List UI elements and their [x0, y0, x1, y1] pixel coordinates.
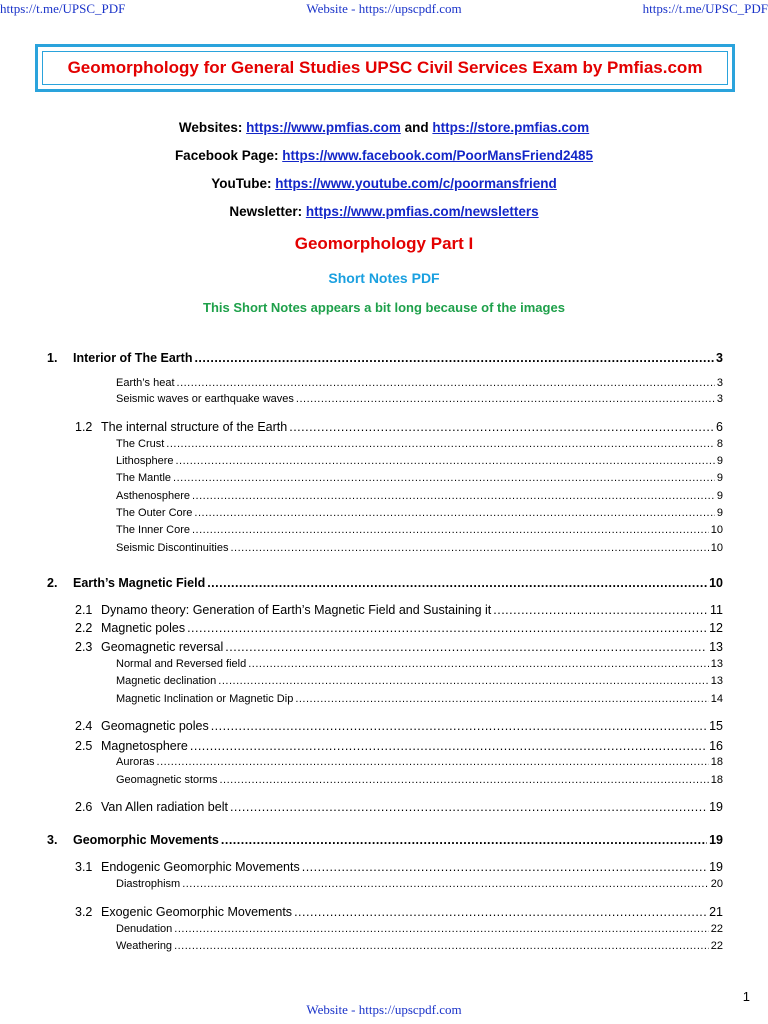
toc-entry-title: Geomagnetic storms	[116, 774, 218, 786]
toc-entry-title: Geomagnetic poles	[101, 719, 209, 733]
toc-entry-title: Dynamo theory: Generation of Earth’s Magnetic Field and Sustaining it	[101, 603, 492, 617]
page-number: 1	[742, 989, 750, 1004]
toc-entry-number: 2.5	[75, 739, 93, 753]
toc-entry-number: 1.	[47, 351, 58, 365]
toc-entry-number: 3.2	[75, 905, 93, 919]
toc-entry-number: 3.1	[75, 860, 93, 874]
toc-dot-leader	[192, 490, 715, 502]
toc-dot-leader	[177, 377, 715, 389]
toc-dot-leader	[225, 640, 707, 654]
youtube-label: YouTube:	[211, 176, 276, 191]
toc-entry[interactable]	[116, 524, 723, 536]
toc-dot-leader	[182, 878, 709, 890]
toc-dot-leader	[176, 455, 715, 467]
websites-label: Websites:	[178, 120, 247, 135]
toc-entry-title: Weathering	[116, 940, 173, 952]
toc-dot-leader	[174, 940, 709, 952]
toc-entry-number: 1.2	[75, 420, 93, 434]
toc-dot-leader	[207, 576, 707, 590]
header-website-link[interactable]: Website - https://upscpdf.com	[306, 1, 462, 16]
toc-dot-leader	[157, 756, 709, 768]
toc-entry-page: 9	[716, 507, 723, 519]
toc-entry-title: Endogenic Geomorphic Movements	[101, 860, 300, 874]
short-notes-heading: Short Notes PDF	[328, 270, 440, 286]
toc-entry-page: 12	[709, 621, 723, 635]
part-title: Geomorphology Part I	[294, 234, 474, 253]
toc-dot-leader	[211, 719, 707, 733]
toc-entry-number: 2.4	[75, 719, 93, 733]
toc-entry-number: 2.	[47, 576, 58, 590]
toc-entry[interactable]	[75, 860, 723, 874]
toc-entry-title: Magnetic poles	[101, 621, 186, 635]
toc-entry[interactable]	[116, 756, 723, 768]
pmfias-store-link[interactable]: https://store.pmfias.com	[432, 120, 590, 135]
websites-and: and	[400, 120, 433, 135]
toc-dot-leader	[173, 472, 715, 484]
toc-entry-title: Auroras	[116, 756, 155, 768]
toc-entry-title: Geomagnetic reversal	[101, 640, 224, 654]
toc-entry[interactable]	[116, 774, 723, 786]
toc-entry[interactable]	[75, 800, 723, 814]
toc-entry-page: 9	[716, 490, 723, 502]
toc-entry-title: Normal and Reversed field	[116, 658, 247, 670]
toc-dot-leader	[294, 905, 707, 919]
toc-entry-page: 15	[709, 719, 723, 733]
toc-entry-page: 9	[716, 455, 723, 467]
toc-entry[interactable]	[47, 351, 723, 365]
toc-dot-leader	[219, 774, 708, 786]
toc-entry-number: 2.2	[75, 621, 93, 635]
facebook-label: Facebook Page:	[174, 148, 283, 163]
toc-entry-number: 2.3	[75, 640, 93, 654]
toc-entry-page: 16	[709, 739, 723, 753]
toc-entry-page: 19	[709, 860, 723, 874]
toc-entry-number: 2.1	[75, 603, 93, 617]
toc-entry-title: Magnetosphere	[101, 739, 188, 753]
toc-entry[interactable]	[116, 878, 723, 890]
toc-dot-leader	[190, 739, 707, 753]
toc-entry[interactable]	[75, 603, 723, 617]
toc-entry[interactable]	[116, 507, 723, 519]
toc-dot-leader	[296, 393, 715, 405]
toc-dot-leader	[174, 923, 708, 935]
toc-entry-page: 19	[709, 833, 723, 847]
toc-entry-title: Geomorphic Movements	[73, 833, 219, 847]
toc-entry-page: 3	[716, 393, 723, 405]
header-telegram-link-left[interactable]: https://t.me/UPSC_PDF	[0, 1, 126, 16]
header-telegram-link-right[interactable]: https://t.me/UPSC_PDF	[642, 1, 768, 16]
newsletter-link[interactable]: https://www.pmfias.com/newsletters	[305, 204, 539, 219]
toc-entry[interactable]	[116, 940, 723, 952]
toc-entry-page: 13	[710, 675, 723, 687]
toc-entry-title: The Inner Core	[116, 524, 190, 536]
images-note: This Short Notes appears a bit long because of the images	[203, 300, 565, 315]
newsletter-label: Newsletter:	[229, 204, 306, 219]
toc-entry[interactable]	[116, 377, 723, 389]
toc-entry-title: Seismic waves or earthquake waves	[116, 393, 294, 405]
toc-entry[interactable]	[116, 658, 723, 670]
toc-entry-page: 14	[710, 693, 723, 705]
toc-entry-title: Magnetic declination	[116, 675, 217, 687]
toc-entry-title: Earth’s heat	[116, 377, 175, 389]
youtube-link[interactable]: https://www.youtube.com/c/poormansfriend	[275, 176, 557, 191]
toc-entry-page: 22	[710, 940, 723, 952]
toc-entry-page: 9	[716, 472, 723, 484]
toc-dot-leader	[218, 675, 708, 687]
toc-entry-title: The Outer Core	[116, 507, 193, 519]
toc-entry-page: 10	[710, 524, 723, 536]
toc-entry-number: 2.6	[75, 800, 93, 814]
toc-entry-title: The internal structure of the Earth	[101, 420, 288, 434]
toc-dot-leader	[221, 833, 707, 847]
toc-entry-title: Lithosphere	[116, 455, 174, 467]
toc-entry-page: 11	[710, 603, 723, 617]
toc-entry-page: 13	[709, 640, 723, 654]
toc-entry[interactable]	[75, 739, 723, 753]
toc-entry[interactable]	[116, 490, 723, 502]
toc-entry-title: Diastrophism	[116, 878, 181, 890]
toc-dot-leader	[194, 507, 714, 519]
toc-entry-title: Van Allen radiation belt	[101, 800, 228, 814]
facebook-link[interactable]: https://www.facebook.com/PoorMansFriend2485	[282, 148, 594, 163]
toc-entry-title: Magnetic Inclination or Magnetic Dip	[116, 693, 294, 705]
toc-entry[interactable]	[116, 923, 723, 935]
toc-entry[interactable]	[116, 438, 723, 450]
toc-entry-title: Seismic Discontinuities	[116, 542, 229, 554]
toc-entry-page: 3	[716, 351, 723, 365]
toc-entry-title: Exogenic Geomorphic Movements	[101, 905, 293, 919]
toc-entry[interactable]	[116, 542, 723, 554]
toc-dot-leader	[166, 438, 715, 450]
toc-entry-title: Earth’s Magnetic Field	[73, 576, 206, 590]
toc-entry[interactable]	[75, 621, 723, 635]
toc-entry[interactable]	[116, 675, 723, 687]
toc-entry[interactable]	[47, 576, 723, 590]
toc-entry-title: Interior of The Earth	[73, 351, 193, 365]
toc-entry[interactable]	[116, 393, 723, 405]
toc-dot-leader	[230, 800, 707, 814]
footer-website-link[interactable]: Website - https://upscpdf.com	[306, 1002, 462, 1017]
toc-dot-leader	[194, 351, 714, 365]
toc-entry[interactable]	[116, 472, 723, 484]
toc-entry[interactable]	[75, 420, 723, 434]
pmfias-website-link[interactable]: https://www.pmfias.com	[246, 120, 401, 135]
document-title: Geomorphology for General Studies UPSC Civil Services Exam by Pmfias.com	[67, 58, 703, 77]
toc-entry-page: 3	[716, 377, 723, 389]
toc-entry-number: 3.	[47, 833, 58, 847]
toc-entry-page: 6	[716, 420, 723, 434]
toc-dot-leader	[230, 542, 708, 554]
toc-entry-page: 18	[710, 774, 723, 786]
toc-entry[interactable]	[47, 833, 723, 847]
toc-entry-page: 10	[709, 576, 723, 590]
toc-entry[interactable]	[75, 905, 723, 919]
toc-dot-leader	[248, 658, 709, 670]
toc-dot-leader	[289, 420, 714, 434]
toc-entry[interactable]	[75, 640, 723, 654]
toc-entry-page: 18	[710, 756, 723, 768]
toc-entry-page: 20	[710, 878, 723, 890]
toc-entry-page: 13	[710, 658, 723, 670]
toc-entry-page: 8	[716, 438, 723, 450]
toc-dot-leader	[302, 860, 707, 874]
toc-entry-title: The Mantle	[116, 472, 172, 484]
toc-entry-title: Asthenosphere	[116, 490, 190, 502]
toc-dot-leader	[187, 621, 707, 635]
toc-entry[interactable]	[116, 693, 723, 705]
toc-dot-leader	[192, 524, 709, 536]
toc-entry-page: 22	[710, 923, 723, 935]
toc-entry[interactable]	[116, 455, 723, 467]
toc-entry-title: The Crust	[116, 438, 165, 450]
toc-entry-title: Denudation	[116, 923, 173, 935]
toc-entry-page: 19	[709, 800, 723, 814]
toc-entry-page: 10	[710, 542, 723, 554]
toc-dot-leader	[493, 603, 708, 617]
toc-entry-page: 21	[709, 905, 723, 919]
toc-dot-leader	[295, 693, 708, 705]
toc-entry[interactable]	[75, 719, 723, 733]
